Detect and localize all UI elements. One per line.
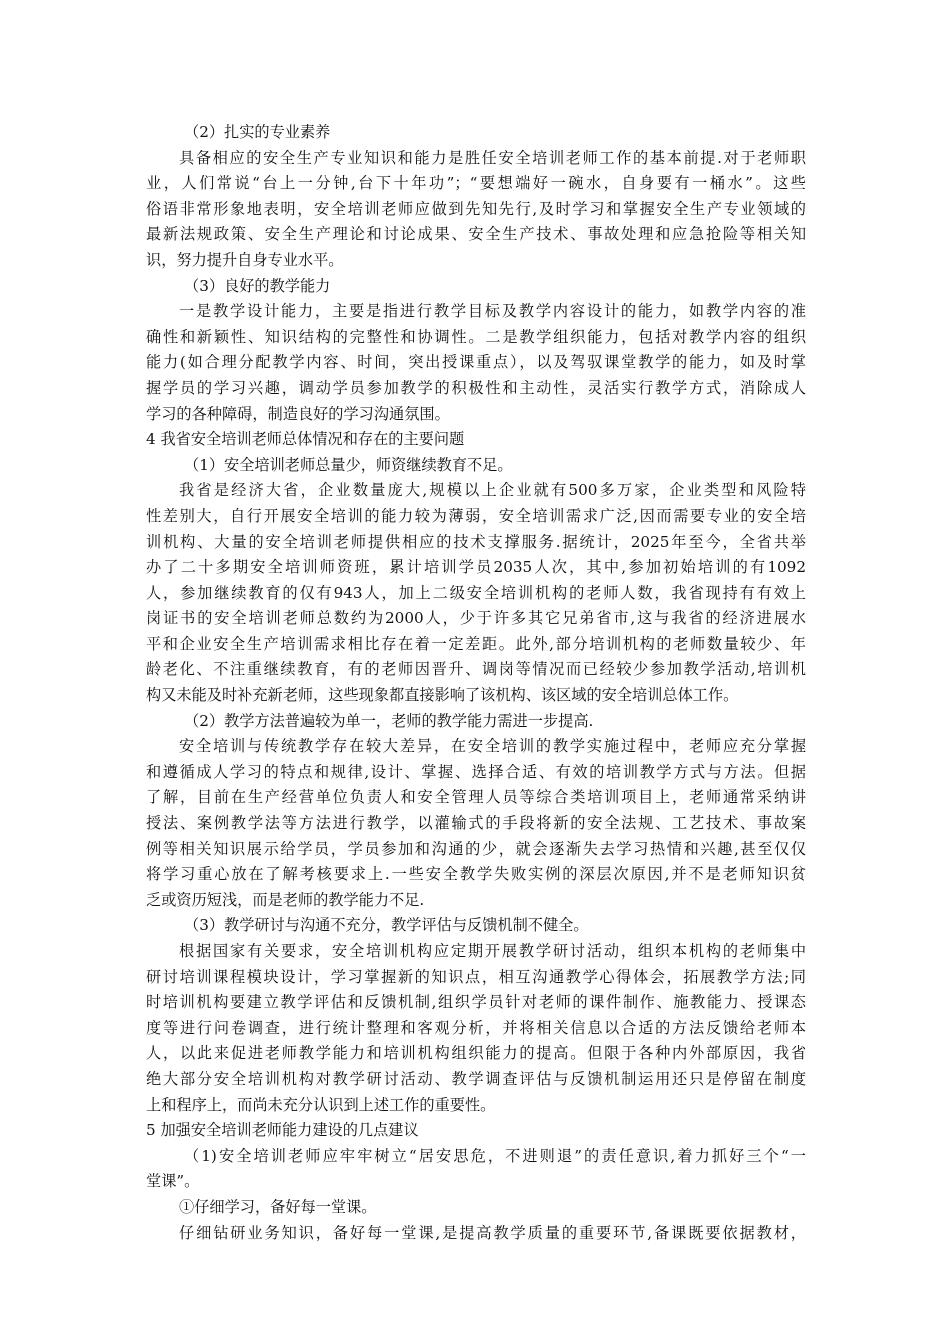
text-line: 授法、案例教学法等方法进行教学，以灌输式的手段将新的安全法规、工艺技术、事故案 (146, 814, 806, 833)
text-line: 上和程序上，而尚未充分认识到上述工作的重要性。 (146, 1095, 496, 1114)
document-body (146, 120, 806, 1246)
text-line: 俗语非常形象地表明，安全培训老师应做到先知先行,及时学习和掌握安全生产专业领域的 (146, 199, 806, 218)
text-line: 4 我省安全培训老师总体情况和存在的主要问题 (146, 430, 465, 449)
text-line: 构又未能及时补充新老师，这些现象都直接影响了该机构、该区域的安全培训总体工作。 (146, 686, 739, 705)
text-line: 最新法规政策、安全生产理论和讨论成果、安全生产技术、事故处理和应急抢险等相关知 (146, 225, 806, 244)
text-line: 堂课”。 (146, 1172, 200, 1191)
text-line: （3）良好的教学能力 (184, 276, 331, 295)
text-line: （1）安全培训老师总量少，师资继续教育不足。 (184, 455, 513, 474)
text-line: 确性和新颖性、知识结构的完整性和协调性。二是教学组织能力，包括对教学内容的组织 (146, 327, 806, 346)
text-line: （3）教学研讨与沟通不充分，教学评估与反馈机制不健全。 (184, 916, 589, 935)
text-line: 训机构、大量的安全培训老师提供相应的技术支撑服务.据统计，2025年至今，全省共举 (146, 532, 806, 551)
text-line: 龄老化、不注重继续教育，有的老师因晋升、调岗等情况而已经较少参加教学活动,培训机 (146, 660, 806, 679)
text-line: 学习的各种障碍，制造良好的学习沟通氛围。 (146, 404, 450, 423)
text-line: 握学员的学习兴趣，调动学员参加教学的积极性和主动性，灵活实行教学方式，消除成人 (146, 378, 806, 397)
text-line: 平和企业安全生产培训需求相比存在着一定差距。此外,部分培训机构的老师数量较少、年 (146, 634, 806, 653)
text-line: 了解，目前在生产经营单位负责人和安全管理人员等综合类培训项目上，老师通常采纳讲 (146, 788, 806, 807)
text-line: 5 加强安全培训老师能力建设的几点建议 (146, 1121, 419, 1140)
text-line: ①仔细学习，备好每一堂课。 (179, 1197, 377, 1216)
text-line: 绝大部分安全培训机构对教学研讨活动、教学调查评估与反馈机制运用还只是停留在制度 (146, 1069, 806, 1088)
text-line: 办了二十多期安全培训师资班，累计培训学员2035人次，其中,参加初始培训的有1092 (146, 558, 806, 577)
text-line: 一是教学设计能力，主要是指进行教学目标及教学内容设计的能力，如教学内容的准 (179, 302, 806, 321)
text-line: 识，努力提升自身专业水平。 (146, 250, 344, 269)
text-line: 仔细钻研业务知识，备好每一堂课,是提高教学质量的重要环节,备课既要依据教材， (179, 1223, 806, 1242)
text-line: 时培训机构要建立教学评估和反馈机制,组织学员针对老师的课件制作、施教能力、授课态 (146, 993, 806, 1012)
text-line: （2）教学方法普遍较为单一，老师的教学能力需进一步提高. (184, 711, 594, 730)
text-line: 业，人们常说“台上一分钟,台下十年功”；“要想端好一碗水，自身要有一桶水”。这些 (146, 174, 806, 193)
text-line: （2）扎实的专业素养 (184, 123, 331, 141)
text-line: 我省是经济大省，企业数量庞大,规模以上企业就有500多万家，企业类型和风险特 (179, 481, 806, 500)
text-line: 岗证书的安全培训老师总数约为2000人，少于许多其它兄弟省市,这与我省的经济进展水 (146, 609, 806, 628)
text-line: 根据国家有关要求，安全培训机构应定期开展教学研讨活动，组织本机构的老师集中 (179, 942, 806, 960)
text-line: 研讨培训课程模块设计，学习掌握新的知识点，相互沟通教学心得体会，拓展教学方法;同 (146, 967, 806, 986)
text-line: 和遵循成人学习的特点和规律,设计、掌握、选择合适、有效的培训教学方式与方法。但据 (146, 762, 806, 781)
text-line: （1)安全培训老师应牢牢树立“居安思危，不进则退”的责任意识,着力抓好三个“一 (184, 1146, 806, 1165)
text-line: 将学习重心放在了解考核要求上.一些安全教学失败实例的深层次原因,并不是老师知识贫 (146, 865, 806, 884)
text-line: 乏或资历短浅，而是老师的教学能力不足. (146, 890, 425, 909)
text-line: 人，参加继续教育的仅有943人，加上二级安全培训机构的老师人数，我省现持有有效上 (146, 583, 806, 602)
text-line: 性差别大，自行开展安全培训的能力较为薄弱，安全培训需求广泛,因而需要专业的安全培 (146, 506, 806, 525)
text-line: 人，以此来促进老师教学能力和培训机构组织能力的提高。但限于各种内外部原因，我省 (146, 1044, 806, 1063)
text-line: 安全培训与传统教学存在较大差异，在安全培训的教学实施过程中，老师应充分掌握 (179, 737, 806, 756)
text-line: 具备相应的安全生产专业知识和能力是胜任安全培训老师工作的基本前提.对于老师职 (179, 148, 806, 167)
text-line: 能力(如合理分配教学内容、时间，突出授课重点），以及驾驭课堂教学的能力，如及时掌 (146, 353, 806, 372)
text-line: 度等进行问卷调查，进行统计整理和客观分析，并将相关信息以合适的方法反馈给老师本 (146, 1018, 806, 1037)
text-line: 例等相关知识展示给学员，学员参加和沟通的少，就会逐渐失去学习热情和兴趣,甚至仅仅 (146, 839, 806, 858)
